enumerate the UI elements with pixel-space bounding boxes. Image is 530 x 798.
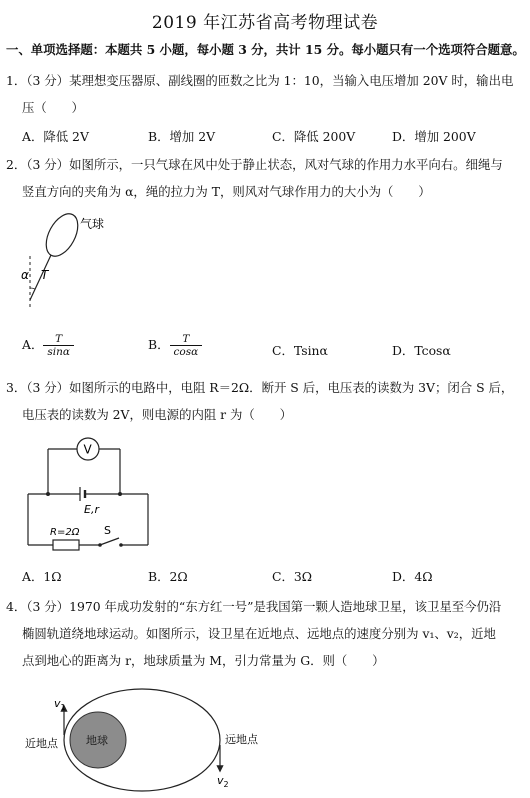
switch-label: S bbox=[104, 524, 111, 537]
q3-option-a: A．1Ω bbox=[22, 569, 62, 584]
apogee-label: 远地点 bbox=[225, 733, 258, 746]
q2-stem-line2: 竖直方向的夹角为 α，绳的拉力为 T，则风对气球作用力的大小为（ ） bbox=[22, 184, 431, 199]
balloon bbox=[40, 209, 85, 262]
switch-blade bbox=[100, 538, 119, 545]
q1-option-b: B．增加 2V bbox=[148, 129, 216, 144]
perigee-label: 近地点 bbox=[25, 737, 58, 750]
q1-option-d: D．增加 200V bbox=[392, 129, 476, 144]
q3-option-b: B．2Ω bbox=[148, 569, 188, 584]
q1-stem-line2: 压（ ） bbox=[22, 100, 84, 115]
q2-option-b: B． $\frac{T}{\cos\alpha}$ bbox=[148, 333, 202, 358]
q2-option-c: C．Tsinα bbox=[272, 343, 328, 358]
balloon-figure bbox=[20, 208, 120, 318]
angle-arc bbox=[30, 288, 35, 289]
v1-label: $v_1$ bbox=[54, 697, 66, 712]
earth-label: 地球 bbox=[86, 734, 108, 747]
v2-label: $v_2$ bbox=[217, 774, 229, 789]
q3-option-d: D．4Ω bbox=[392, 569, 433, 584]
orbit-figure bbox=[22, 683, 272, 795]
q1-stem-line1: 1．（3 分）某理想变压器原、副线圈的匝数之比为 1：10，当输入电压增加 20V 时，输出电 bbox=[6, 73, 514, 88]
q4-stem-line3: 点到地心的距离为 r，地球质量为 M，引力常量为 G．则（ ） bbox=[22, 653, 385, 668]
q4-stem-line2: 椭圆轨道绕地球运动。如图所示，设卫星在近地点、远地点的速度分别为 v₁、v₂，近地 bbox=[22, 626, 496, 641]
source-label: E,r bbox=[84, 503, 99, 516]
resistor-label: R=2Ω bbox=[50, 527, 80, 538]
circuit-figure bbox=[20, 432, 160, 557]
q3-stem-line2: 电压表的读数为 2V，则电源的内阻 r 为（ ） bbox=[22, 407, 292, 422]
q1-option-a: A．降低 2V bbox=[22, 129, 89, 144]
section-heading: 一、单项选择题：本题共 5 小题，每小题 3 分，共计 15 分。每小题只有一个选项符合题意。 bbox=[6, 42, 525, 57]
q1-option-c: C．降低 200V bbox=[272, 129, 356, 144]
page-title: 2019 年江苏省高考物理试卷 bbox=[151, 13, 379, 33]
q2-option-a: A． $\frac{T}{\sin\alpha}$ bbox=[22, 333, 74, 358]
tension-label: T bbox=[41, 268, 49, 282]
q2-stem-line1: 2．（3 分）如图所示，一只气球在风中处于静止状态，风对气球的作用力水平向右。细绳与 bbox=[6, 157, 503, 172]
q3-stem-line1: 3．（3 分）如图所示的电路中，电阻 R＝2Ω．断开 S 后，电压表的读数为 3V；闭合 S 后， bbox=[6, 380, 514, 395]
balloon-label: 气球 bbox=[80, 217, 105, 231]
resistor bbox=[53, 540, 79, 550]
q2-option-d: D．Tcosα bbox=[392, 343, 451, 358]
q4-stem-line1: 4．（3 分）1970 年成功发射的“东方红一号”是我国第一颗人造地球卫星，该卫星至今仍沿 bbox=[6, 599, 502, 614]
q3-option-c: C．3Ω bbox=[272, 569, 313, 584]
voltmeter-label: V bbox=[83, 442, 92, 457]
alpha-label: α bbox=[21, 268, 29, 282]
